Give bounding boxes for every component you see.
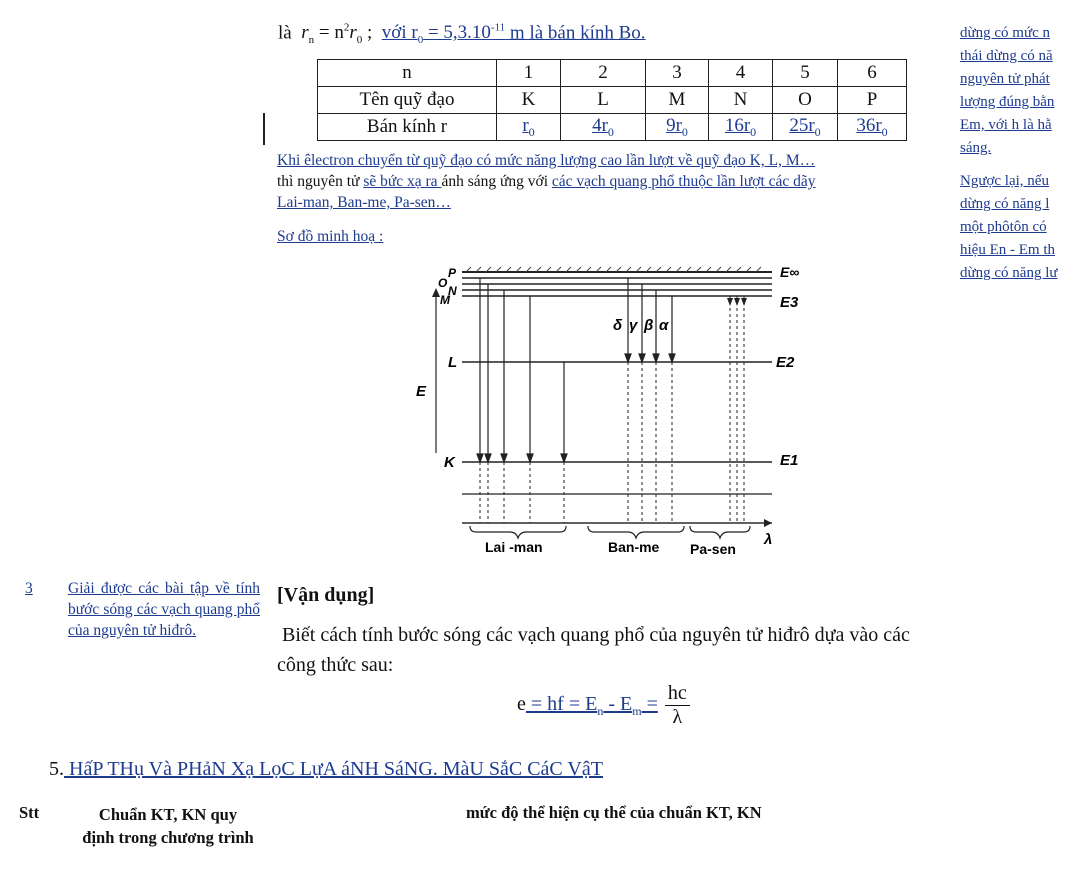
paschen-brace	[690, 526, 750, 538]
orbit-radius-table	[317, 59, 907, 141]
emission-link-1[interactable]: Khi êlectron chuyển từ quỹ đạo có mức năng lượng cao lần lượt về quỹ đạo K, L, M…	[277, 152, 816, 169]
emission-link-2[interactable]: sẽ bức xạ ra	[363, 173, 442, 190]
radius-link[interactable]: $9r_0$	[646, 114, 709, 141]
right-line[interactable]: hiệu En - Em th	[960, 242, 1055, 258]
paschen-series-label: Pa-sen	[690, 541, 736, 557]
formula-denominator: λ	[672, 706, 683, 728]
criteria-text[interactable]: Giải được các bài tập về tính bước sóng các vạch quang phổ của nguyên tử hiđrô.	[68, 580, 260, 639]
paschen-spectrum-lines	[730, 296, 744, 523]
table-cell: 1	[497, 60, 561, 87]
lambda-axis-label: λ	[764, 531, 773, 548]
emission-link-4[interactable]: Lai-man, Ban-me, Pa-sen…	[277, 194, 451, 211]
lyman-transitions	[477, 278, 567, 462]
section-5-link[interactable]: HấP THụ Và PHảN Xạ LọC LựA áNH SáNG. MàU SắC CáC VậT	[64, 758, 603, 780]
table-cell: L	[561, 87, 646, 114]
level-label-e1: E1	[780, 452, 799, 469]
radius-link[interactable]: $36r_0$	[838, 114, 907, 141]
table-cell: O	[773, 87, 838, 114]
bohr-radius-formula: là $r_n = n^2r_0$ ; với $r_0 = 5,3.10^{-11}$ m là bán kính Bo.	[278, 22, 646, 47]
balmer-series-label: Ban-me	[608, 539, 660, 555]
section-5-heading: 5. HấP THụ Và PHảN Xạ LọC LựA áNH SáNG. MàU SắC CáC VậT	[49, 758, 603, 780]
row-number[interactable]: 3	[25, 580, 33, 597]
upper-levels	[462, 278, 772, 296]
table-cell: n	[318, 60, 497, 87]
right-line[interactable]: dừng có năng lư	[960, 265, 1058, 281]
table-cell: 3	[646, 60, 709, 87]
level-label-e2: E2	[776, 354, 795, 371]
table-cell: 4	[709, 60, 773, 87]
lyman-brace	[470, 526, 566, 538]
table-cell: K	[497, 87, 561, 114]
right-line[interactable]: nguyên tử phát	[960, 71, 1050, 87]
table-row	[318, 114, 907, 141]
formula-numerator: hc	[665, 682, 690, 706]
description-text: Biết cách tính bước sóng các vạch quang phổ của nguyên tử hiđrô dựa vào các công thức sau:	[277, 624, 910, 676]
wavelength-formula: e = hf = $E_n - E_m$ = $\frac{hc}{\lambda}$	[517, 682, 690, 729]
lyman-spectrum-lines	[480, 462, 564, 523]
right-line[interactable]: Ngược lại, nếu	[960, 173, 1049, 189]
radius-link[interactable]: $4r_0$	[561, 114, 646, 141]
energy-level-diagram	[410, 258, 810, 563]
level-label-e3: E3	[780, 294, 799, 311]
table-cell: M	[646, 87, 709, 114]
paschen-arrows	[727, 298, 747, 306]
alpha-line-label: α	[659, 317, 669, 334]
bohr-radius-text: m là bán kính Bo.	[505, 22, 646, 44]
radius-link[interactable]: $r_0$	[497, 114, 561, 141]
table-cell: N	[709, 87, 773, 114]
table-cell: 2	[561, 60, 646, 87]
delta-line-label: δ	[613, 317, 623, 334]
level-label-p: P	[448, 266, 457, 280]
level-label-o: O	[438, 276, 448, 290]
balmer-spectrum-lines	[628, 362, 672, 523]
emission-link-3[interactable]: các vạch quang phổ thuộc lần lượt các dãy	[551, 173, 816, 190]
level-heading: [Vận dụng]	[277, 584, 375, 606]
table-cell: 5	[773, 60, 838, 87]
right-line[interactable]: Em, với h là hằ	[960, 117, 1052, 133]
lyman-series-label: Lai -man	[485, 539, 543, 555]
bohr-radius-link[interactable]: với $r_0 = 5,3.10^{-11}$	[381, 22, 506, 47]
level-label-l: L	[448, 354, 458, 371]
emission-paragraph: Khi êlectron chuyển từ quỹ đạo có mức năng lượng cao lần lượt về quỹ đạo K, L, M… thì nguyên tử sẽ bức xạ ra ánh sáng ứng với các vạch quang phổ thuộc lần lượt các dãy Lai-man, Ban-me, Pa-sen…	[277, 150, 943, 213]
radius-link[interactable]: $16r_0$	[709, 114, 773, 141]
right-column-text	[960, 22, 1080, 285]
table-cell: Tên quỹ đạo	[318, 87, 497, 114]
balmer-brace	[588, 526, 684, 538]
header-level: mức độ thể hiện cụ thể của chuẩn KT, KN	[466, 803, 762, 822]
right-line[interactable]: dừng có mức n	[960, 25, 1050, 41]
right-line[interactable]: một phôtôn có	[960, 219, 1047, 235]
radius-link[interactable]: $25r_0$	[773, 114, 838, 141]
header-criteria: Chuẩn KT, KN quy định trong chương trình	[82, 805, 254, 847]
level-label-k: K	[444, 454, 455, 471]
table-cell: P	[838, 87, 907, 114]
right-line[interactable]: thái dừng có nă	[960, 48, 1053, 64]
table-cell: Bán kính r	[318, 114, 497, 141]
table-row	[318, 60, 907, 87]
beta-line-label: β	[644, 317, 654, 334]
table-row	[318, 87, 907, 114]
right-line[interactable]: lượng đúng bằn	[960, 94, 1055, 110]
level-label-e-infinity: E∞	[780, 264, 800, 280]
table-cell: 6	[838, 60, 907, 87]
right-line[interactable]: sáng.	[960, 140, 992, 156]
header-stt: Stt	[19, 803, 40, 822]
right-line[interactable]: dừng có năng l	[960, 196, 1050, 212]
level-label-n: N	[448, 284, 457, 298]
diagram-caption[interactable]: Sơ đồ minh hoạ :	[277, 228, 384, 245]
energy-axis-label: E	[416, 383, 427, 400]
text-cursor	[263, 113, 265, 145]
gamma-line-label: γ	[629, 317, 638, 334]
level-label-m: M	[440, 293, 450, 307]
lambda-arrow-icon	[764, 519, 772, 527]
